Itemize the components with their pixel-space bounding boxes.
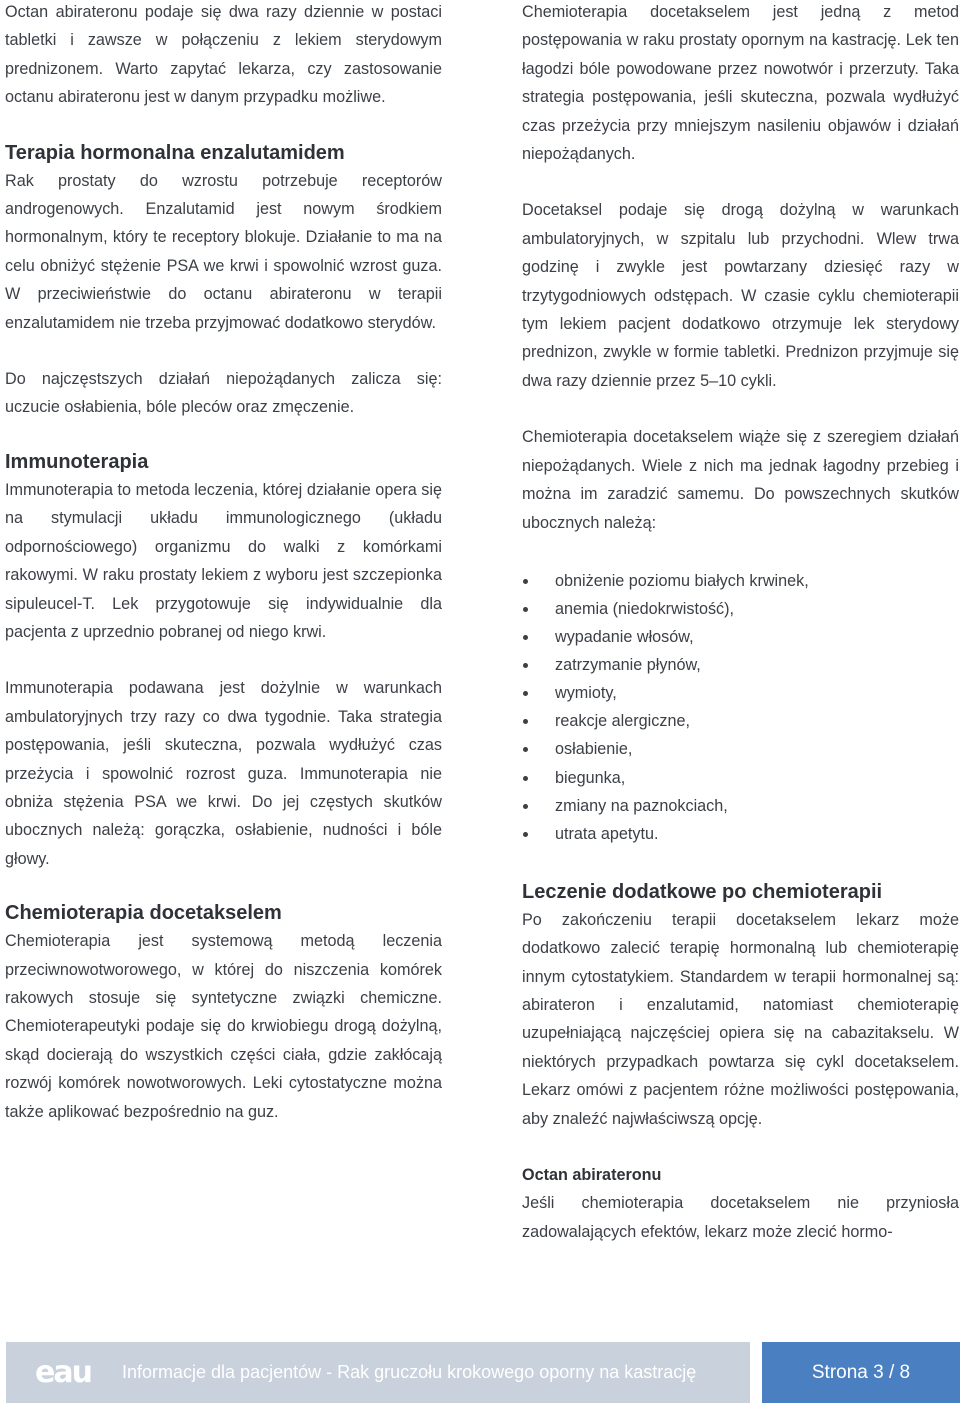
- heading-leczenie-dodatkowe: Leczenie dodatkowe po chemioterapii: [522, 880, 883, 903]
- heading-chemioterapia: Chemioterapia docetakselem: [5, 902, 282, 925]
- paragraph-docetaksel-intro: Chemioterapia docetakselem jest jedną z metod postępowania w raku prostaty opornym na kastrację. Lek ten łagodzi bóle powodowane przez nowotwór i przerzuty. Taka strategia postępowania, jeśli skuteczna, pozwala wydłużyć czas przeżycia przy mniejszym nasileniu objawów i działań niepożądanych.: [522, 3, 959, 164]
- paragraph-leczenie-dodatkowe: Po zakończeniu terapii docetakselem lekarz może dodatkowo zalecić terapię hormonalną lub chemioterapię innym cytostatykiem. Standardem w terapii hormonalnej są: abirateron i enzalutamid, natomiast chemioterapię uzupełniającą najczęściej opiera się na cabazitakselu. W niektórych przypadkach powtarza się cykl docetakselem. Lekarz omówi z pacjentem różne możliwości postępowania, aby znaleźć najwłaściwszą opcję.: [522, 910, 959, 1128]
- list-item: anemia (niedokrwistość),: [522, 595, 959, 623]
- paragraph-immunoterapia: Immunoterapia to metoda leczenia, której działanie opera się na stymulacji układu immunologicznego (układu odpornościowego) organizmu do walki z komórkami rakowymi. W raku prostaty lekiem z wyboru jest szczepionka sipuleucel-T. Lek przygotowuje się indywidualnie dla pacjenta z uprzednio pobranej od niego krwi.: [5, 480, 442, 641]
- list-item: biegunka,: [522, 764, 959, 792]
- list-item: wypadanie włosów,: [522, 623, 959, 651]
- heading-immunoterapia: Immunoterapia: [5, 450, 149, 473]
- heading-octan-abirateronu: Octan abirateronu: [522, 1166, 662, 1185]
- footer-title: Informacje dla pacjentów - Rak gruczołu krokowego oporny na kastrację: [122, 1362, 697, 1382]
- page-number-badge: [762, 1342, 960, 1403]
- paragraph-octan-abirateronu: Jeśli chemioterapia docetakselem nie przyniosła zadowalających efektów, lekarz może zlecić hormo-: [522, 1194, 959, 1241]
- paragraph-docetaksel-admin: Docetaksel podaje się drogą dożylną w warunkach ambulatoryjnych, w szpitalu lub przychodni. Wlew trwa godzinę i zwykle jest powtarzany dziesięć razy w trzytygodniowych odstępach. W czasie cyklu chemioterapii tym lekiem pacjent dodatkowo otrzymuje lek sterydowy prednizon, zwykle w formie tabletki. Prednizon przyjmuje się dwa razy dziennie przez 5–10 cykli.: [522, 201, 959, 390]
- paragraph-enzalutamid-side-effects: Do najczęstszych działań niepożądanych zalicza się: uczucie osłabienia, bóle pleców oraz zmęczenie.: [5, 370, 442, 417]
- list-item: utrata apetytu.: [522, 820, 959, 848]
- paragraph-immunoterapia-admin: Immunoterapia podawana jest dożylnie w warunkach ambulatoryjnych trzy razy co dwa tygodnie. Taka strategia postępowania, jeśli skuteczna, pozwala wydłużyć czas przeżycia i spowolnić rozrost guza. Immunoterapia nie obniża stężenia PSA we krwi. Do jej częstych skutków ubocznych należą: gorączka, osłabienie, nudności i bóle głowy.: [5, 679, 442, 868]
- list-item: reakcje alergiczne,: [522, 707, 959, 735]
- paragraph-enzalutamid: Rak prostaty do wzrostu potrzebuje receptorów androgenowych. Enzalutamid jest nowym środkiem hormonalnym, który te receptory blokuje. Działanie to ma na celu obniżyć stężenie PSA we krwi i spowolnić wzrost guza. W przeciwieństwie do octanu abirateronu w terapii enzalutamidem nie trzeba przyjmować dodatkowo sterydów.: [5, 171, 442, 332]
- list-item: obniżenie poziomu białych krwinek,: [522, 567, 959, 595]
- eau-logo: eau: [35, 1355, 91, 1390]
- heading-enzalutamid: Terapia hormonalna enzalutamidem: [5, 141, 345, 164]
- paragraph-docetaksel-side-effects: Chemioterapia docetakselem wiąże się z szeregiem działań niepożądanych. Wiele z nich ma jednak łagodny przebieg i można im zaradzić samemu. Do powszechnych skutków ubocznych należą:: [522, 428, 959, 532]
- list-item: osłabienie,: [522, 735, 959, 763]
- left-column: [5, 0, 442, 1126]
- side-effects-list: [522, 567, 959, 848]
- paragraph-abirateron-intro: Octan abirateronu podaje się dwa razy dziennie w postaci tabletki i zawsze w połączeniu z lekiem sterydowym prednizonem. Warto zapytać lekarza, czy zastosowanie octanu abirateronu jest w danym przypadku możliwe.: [5, 3, 442, 107]
- list-item: zmiany na paznokciach,: [522, 792, 959, 820]
- page-number: Strona 3 / 8: [811, 1361, 911, 1383]
- paragraph-chemioterapia: Chemioterapia jest systemową metodą leczenia przeciwnowotworowego, w której do niszczenia komórek rakowych stosuje się syntetyczne związki chemiczne. Chemioterapeutyki podaje się do krwiobiegu drogą dożylną, skąd docierają do wszystkich części ciała, gdzie zakłócają rozwój komórek nowotworowych. Leki cytostatyczne można także aplikować bezpośrednio na guz.: [5, 932, 442, 1121]
- list-item: zatrzymanie płynów,: [522, 651, 959, 679]
- list-item: wymioty,: [522, 679, 959, 707]
- right-column: [522, 0, 959, 1246]
- footer-banner: [6, 1342, 750, 1403]
